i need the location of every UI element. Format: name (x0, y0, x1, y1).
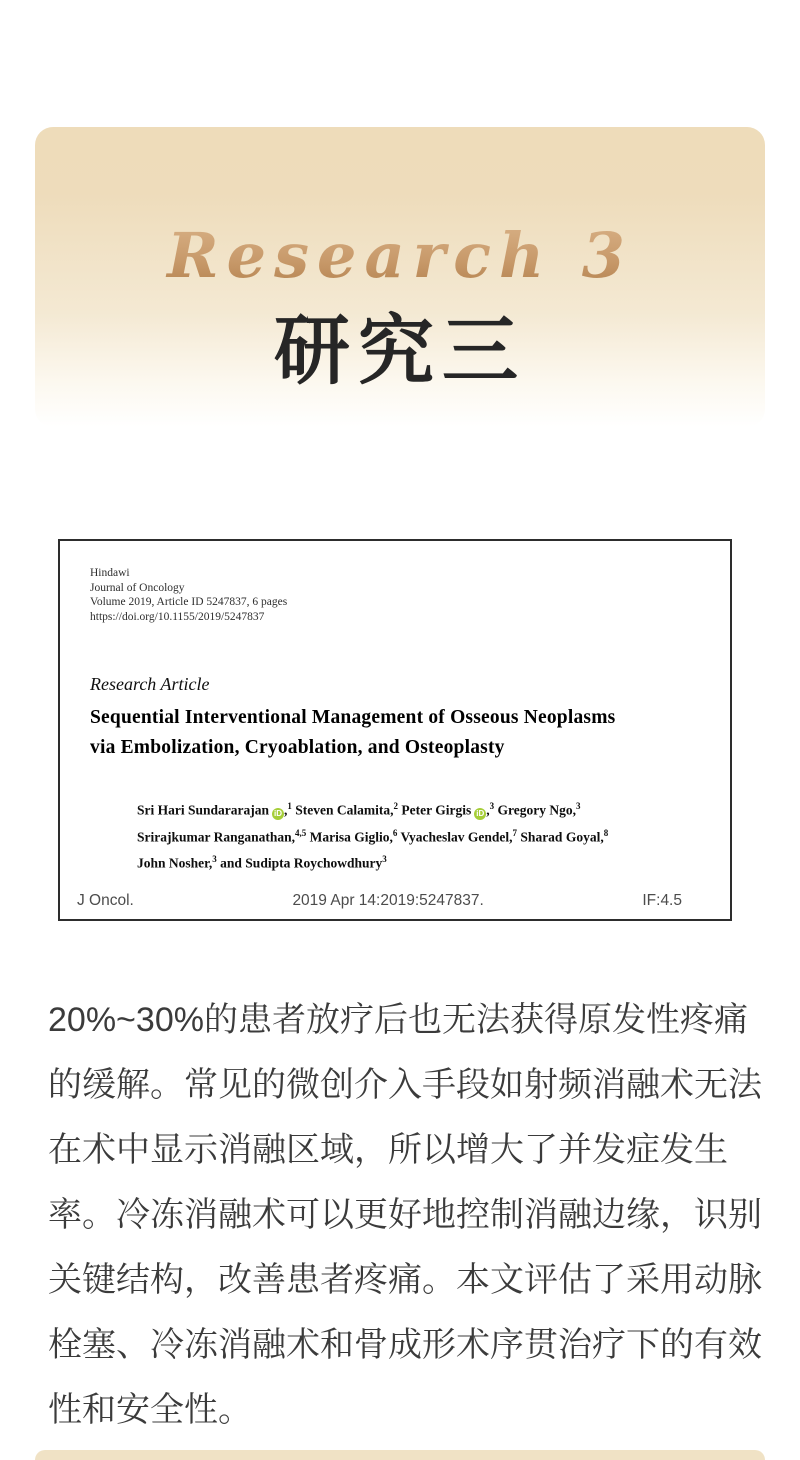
doi-line: https://doi.org/10.1155/2019/5247837 (90, 610, 265, 623)
journal-abbreviation: J Oncol. (77, 892, 134, 909)
section-title-chinese: 研究三 (274, 306, 526, 395)
citation-text: 2019 Apr 14:2019:5247837. (292, 892, 484, 909)
author-name-text: Peter Girgis (398, 802, 472, 818)
author-line (137, 795, 717, 822)
orcid-icon: iD (274, 808, 283, 818)
author-name-text: Gregory Ngo, (494, 802, 576, 818)
author-name-text: Steven Calamita, (291, 802, 394, 818)
author-line (137, 848, 717, 875)
section-header-card (35, 127, 765, 427)
summary-line: 栓塞、冷冻消融术和骨成形术序贯治疗下的有效 (48, 1326, 762, 1364)
author-affiliation-superscript: 3 (575, 801, 581, 811)
volume-line: Volume 2019, Article ID 5247837, 6 pages (90, 596, 288, 608)
author-list (137, 795, 717, 875)
author-affiliation-superscript: 3 (212, 854, 217, 864)
author-line (137, 822, 717, 849)
author-name-text: John Nosher, (137, 855, 213, 871)
orcid-icon: iD (476, 808, 485, 818)
summary-line: 20%~30%的患者放疗后也无法获得原发性疼痛 (48, 1001, 748, 1039)
summary-line: 关键结构，改善患者疼痛。本文评估了采用动脉 (48, 1261, 762, 1299)
summary-line: 的缓解。常见的微创介入手段如射频消融术无法 (48, 1066, 762, 1104)
summary-paragraph (48, 988, 762, 1443)
author-name-text: and Sudipta Roychowdhury (216, 855, 383, 871)
summary-line: 在术中显示消融区域，所以增大了并发症发生 (48, 1131, 728, 1169)
paper-title (90, 703, 710, 763)
article-type-label: Research Article (90, 674, 210, 694)
summary-line: 率。冷冻消融术可以更好地控制消融边缘，识别 (48, 1196, 762, 1234)
section-title-english: Research 3 (35, 219, 765, 293)
author-name-text: Sharad Goyal, (517, 829, 604, 844)
next-section-card-edge (35, 1450, 765, 1460)
author-affiliation-superscript: 6 (392, 827, 398, 838)
author-name-text: Sri Hari Sundararajan (137, 802, 270, 818)
citation-bar (60, 892, 730, 910)
author-affiliation-superscript: 8 (603, 827, 609, 838)
author-affiliation-superscript: 4,5 (295, 827, 307, 838)
author-affiliation-superscript: 3 (489, 801, 495, 811)
author-name-text: Marisa Giglio, (306, 829, 393, 844)
author-name-text: , (486, 802, 490, 818)
publisher-name: Hindawi (90, 567, 130, 579)
summary-line: 性和安全性。 (48, 1391, 252, 1429)
author-name-text: , (284, 802, 288, 818)
paper-title-line-1: Sequential Interventional Management of Osseous Neoplasms (90, 707, 616, 728)
journal-name: Journal of Oncology (90, 581, 185, 594)
author-name-text: Vyacheslav Gendel, (397, 829, 513, 844)
journal-article-card (58, 539, 732, 921)
paper-title-line-2: via Embolization, Cryoablation, and Osteoplasty (90, 737, 505, 758)
impact-factor: IF:4.5 (642, 892, 682, 909)
author-affiliation-superscript: 3 (382, 854, 387, 864)
author-affiliation-superscript: 2 (393, 801, 399, 811)
publisher-block (90, 566, 287, 624)
author-name-text: Srirajkumar Ranganathan, (137, 829, 296, 844)
author-affiliation-superscript: 1 (287, 801, 292, 811)
author-affiliation-superscript: 7 (512, 827, 518, 838)
